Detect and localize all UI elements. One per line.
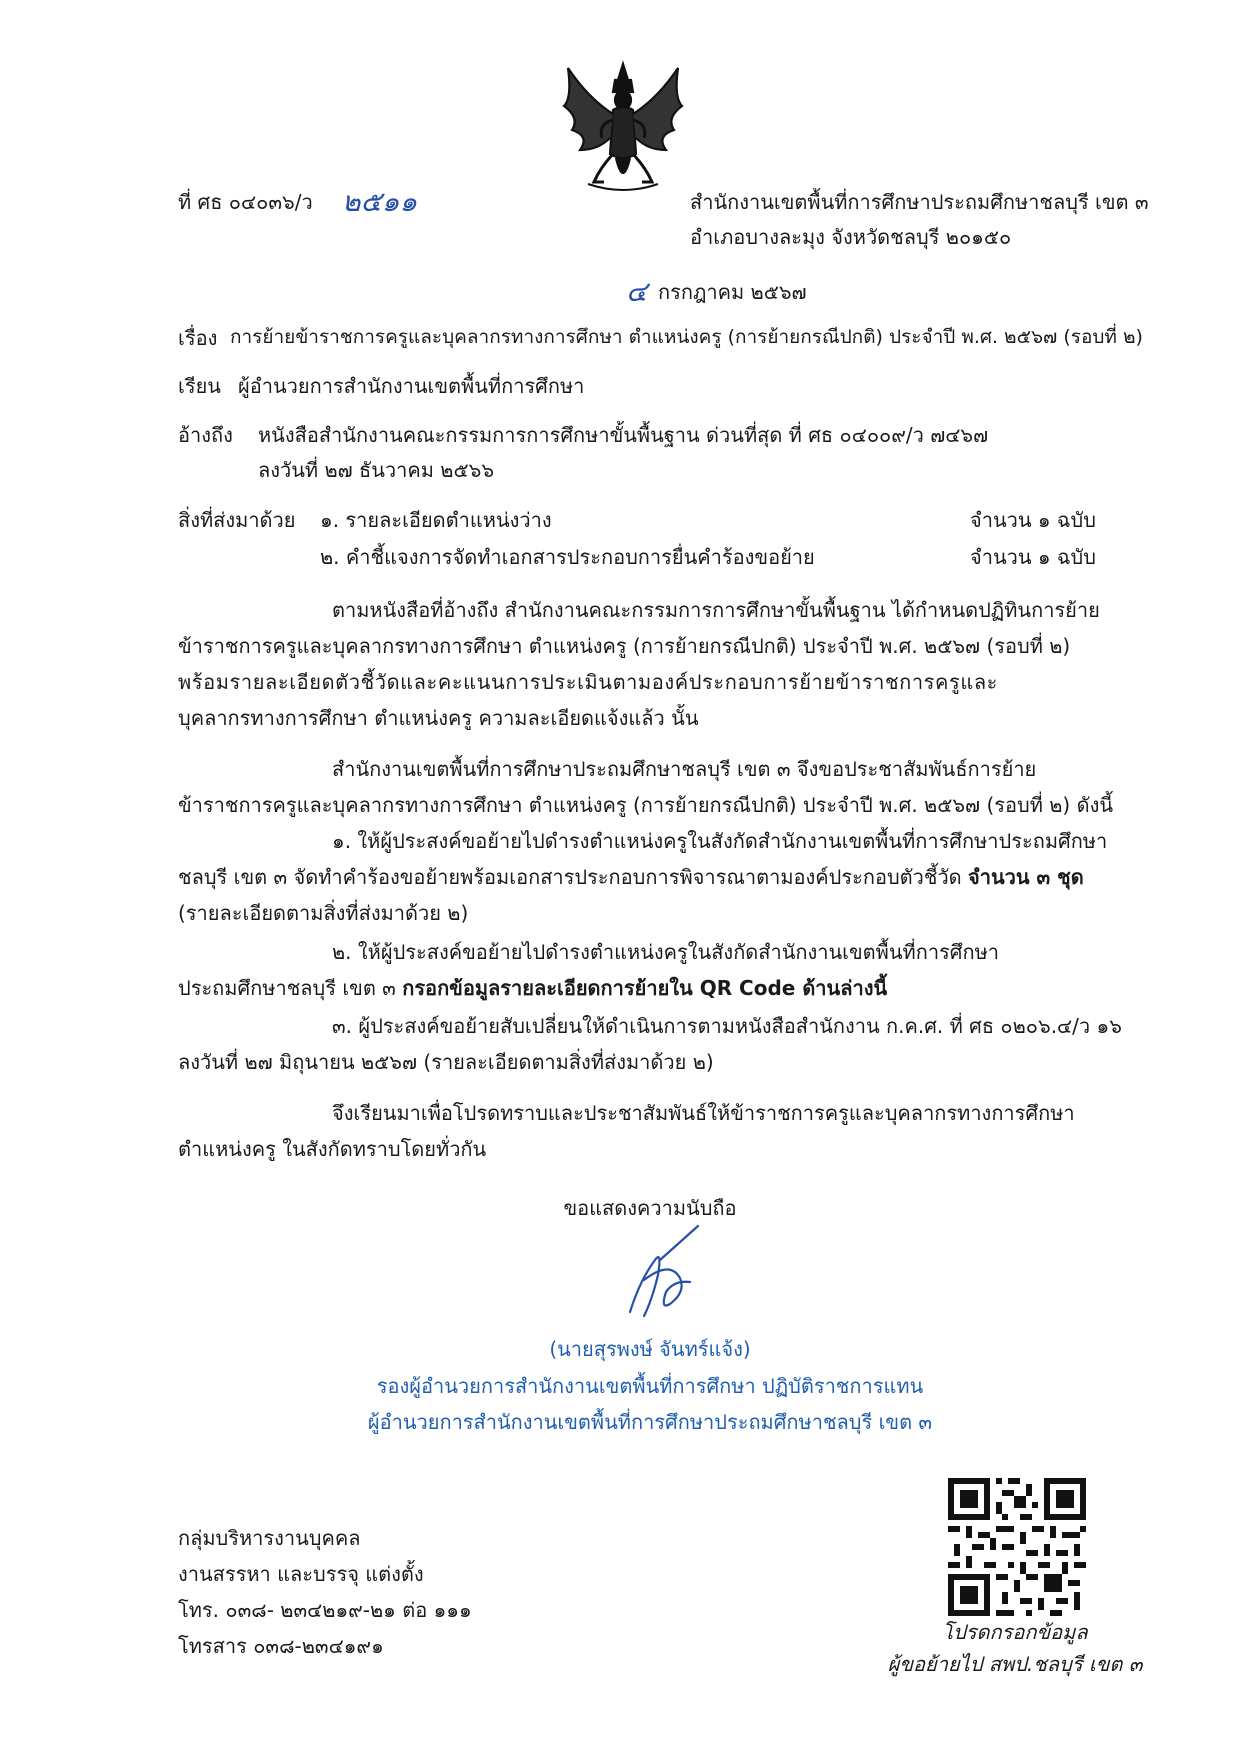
- item1-line2-bold: จำนวน ๓ ชุด: [968, 865, 1084, 889]
- recipient-text: ผู้อำนวยการสำนักงานเขตพื้นที่การศึกษา: [238, 374, 585, 398]
- garuda-emblem: [558, 58, 688, 198]
- item2-line2: [178, 976, 887, 1001]
- reference-line1: หนังสือสำนักงานคณะกรรมการการศึกษาขั้นพื้นฐาน ด่วนที่สุด ที่ ศธ ๐๔๐๐๙/ว ๗๔๖๗: [258, 423, 989, 447]
- body-p1-line3: พร้อมรายละเอียดตัวชี้วัดและคะแนนการประเมินตามองค์ประกอบการย้ายข้าราชการครูและ: [178, 670, 999, 694]
- enclosure-item-1: ๑. รายละเอียดตำแหน่งว่าง: [320, 508, 552, 532]
- salutation: ขอแสดงความนับถือ: [563, 1196, 737, 1220]
- item1-line2-text: ชลบุรี เขต ๓ จัดทำคำร้องขอย้ายพร้อมเอกสารประกอบการพิจารณาตามองค์ประกอบตัวชี้วัด: [178, 865, 962, 889]
- signer-position-line1: รองผู้อำนวยการสำนักงานเขตพื้นที่การศึกษา ปฏิบัติราชการแทน: [376, 1374, 924, 1398]
- document-date: กรกฎาคม ๒๕๖๗: [658, 280, 807, 304]
- item2-line1: ๒. ให้ผู้ประสงค์ขอย้ายไปดำรงตำแหน่งครูในสังกัดสำนักงานเขตพื้นที่การศึกษา: [332, 940, 1000, 964]
- footer-department: กลุ่มบริหารงานบุคคล: [178, 1526, 361, 1550]
- item1-line3: (รายละเอียดตามสิ่งที่ส่งมาด้วย ๒): [178, 901, 469, 925]
- document-number-handwritten: ๒๕๑๑: [342, 185, 418, 218]
- qr-caption-line2: ผู้ขอย้ายไป สพป.ชลบุรี เขต ๓: [887, 1652, 1143, 1676]
- footer-section: งานสรรหา และบรรจุ แต่งตั้ง: [178, 1562, 424, 1586]
- body-p2-line2: ข้าราชการครูและบุคลากรทางการศึกษา ตำแหน่งครู (การย้ายกรณีปกติ) ประจำปี พ.ศ. ๒๕๖๗ (รอบที่ ๒) ดังนี้: [178, 793, 1114, 817]
- reference-label: อ้างถึง: [178, 423, 233, 447]
- footer-fax: โทรสาร ๐๓๘-๒๓๔๑๙๑: [178, 1634, 384, 1658]
- document-number-label: ที่ ศธ ๐๔๐๓๖/ว: [178, 190, 313, 214]
- signer-name: (นายสุรพงษ์ จันทร์แจ้ง): [549, 1337, 751, 1361]
- recipient-label: เรียน: [178, 374, 221, 398]
- signer-position-line2: ผู้อำนวยการสำนักงานเขตพื้นที่การศึกษาประถมศึกษาชลบุรี เขต ๓: [367, 1410, 933, 1434]
- enclosure-qty-1: จำนวน ๑ ฉบับ: [970, 508, 1096, 532]
- qr-caption-line1: โปรดกรอกข้อมูล: [942, 1620, 1088, 1644]
- office-address: อำเภอบางละมุง จังหวัดชลบุรี ๒๐๑๕๐: [690, 225, 1012, 249]
- date-day-handwritten: ๔: [626, 275, 648, 308]
- reference-line2: ลงวันที่ ๒๗ ธันวาคม ๒๕๖๖: [258, 458, 495, 482]
- signature: [600, 1220, 720, 1330]
- office-name: สำนักงานเขตพื้นที่การศึกษาประถมศึกษาชลบุรี เขต ๓: [690, 190, 1149, 214]
- footer-phone: โทร. ๐๓๘- ๒๓๔๒๑๙-๒๑ ต่อ ๑๑๑: [178, 1598, 472, 1622]
- enclosure-item-2: ๒. คำชี้แจงการจัดทำเอกสารประกอบการยื่นคำร้องขอย้าย: [320, 545, 815, 569]
- body-p1-line4: บุคลากรทางการศึกษา ตำแหน่งครู ความละเอียดแจ้งแล้ว นั้น: [178, 706, 699, 730]
- body-p1-line2: ข้าราชการครูและบุคลากรทางการศึกษา ตำแหน่งครู (การย้ายกรณีปกติ) ประจำปี พ.ศ. ๒๕๖๗ (รอบที่ ๒): [178, 634, 1071, 658]
- item1-line1: ๑. ให้ผู้ประสงค์ขอย้ายไปดำรงตำแหน่งครูในสังกัดสำนักงานเขตพื้นที่การศึกษาประถมศึกษา: [332, 829, 1108, 853]
- subject-text: การย้ายข้าราชการครูและบุคลากรทางการศึกษา ตำแหน่งครู (การย้ายกรณีปกติ) ประจำปี พ.ศ. ๒๕๖๗ (รอบที่ ๒): [230, 326, 1143, 348]
- item3-line2: ลงวันที่ ๒๗ มิถุนายน ๒๕๖๗ (รายละเอียดตามสิ่งที่ส่งมาด้วย ๒): [178, 1050, 714, 1074]
- item1-line2: [178, 865, 1084, 890]
- enclosures-label: สิ่งที่ส่งมาด้วย: [178, 508, 296, 532]
- body-p3-line1: จึงเรียนมาเพื่อโปรดทราบและประชาสัมพันธ์ให้ข้าราชการครูและบุคลากรทางการศึกษา: [332, 1101, 1075, 1125]
- enclosure-qty-2: จำนวน ๑ ฉบับ: [970, 545, 1096, 569]
- body-p2-line1: สำนักงานเขตพื้นที่การศึกษาประถมศึกษาชลบุรี เขต ๓ จึงขอประชาสัมพันธ์การย้าย: [332, 757, 1037, 781]
- item3-line1: ๓. ผู้ประสงค์ขอย้ายสับเปลี่ยนให้ดำเนินการตามหนังสือสำนักงาน ก.ค.ศ. ที่ ศธ ๐๒๐๖.๔/ว ๑๖: [332, 1014, 1122, 1038]
- qr-code[interactable]: [948, 1478, 1086, 1616]
- body-p1-line1: ตามหนังสือที่อ้างถึง สำนักงานคณะกรรมการการศึกษาขั้นพื้นฐาน ได้กำหนดปฏิทินการย้าย: [332, 598, 1100, 622]
- item2-line2-bold: กรอกข้อมูลรายละเอียดการย้ายใน QR Code ด้านล่างนี้: [402, 976, 888, 1000]
- subject-label: เรื่อง: [178, 326, 218, 350]
- body-p3-line2: ตำแหน่งครู ในสังกัดทราบโดยทั่วกัน: [178, 1137, 487, 1161]
- item2-line2-text: ประถมศึกษาชลบุรี เขต ๓: [178, 976, 396, 1000]
